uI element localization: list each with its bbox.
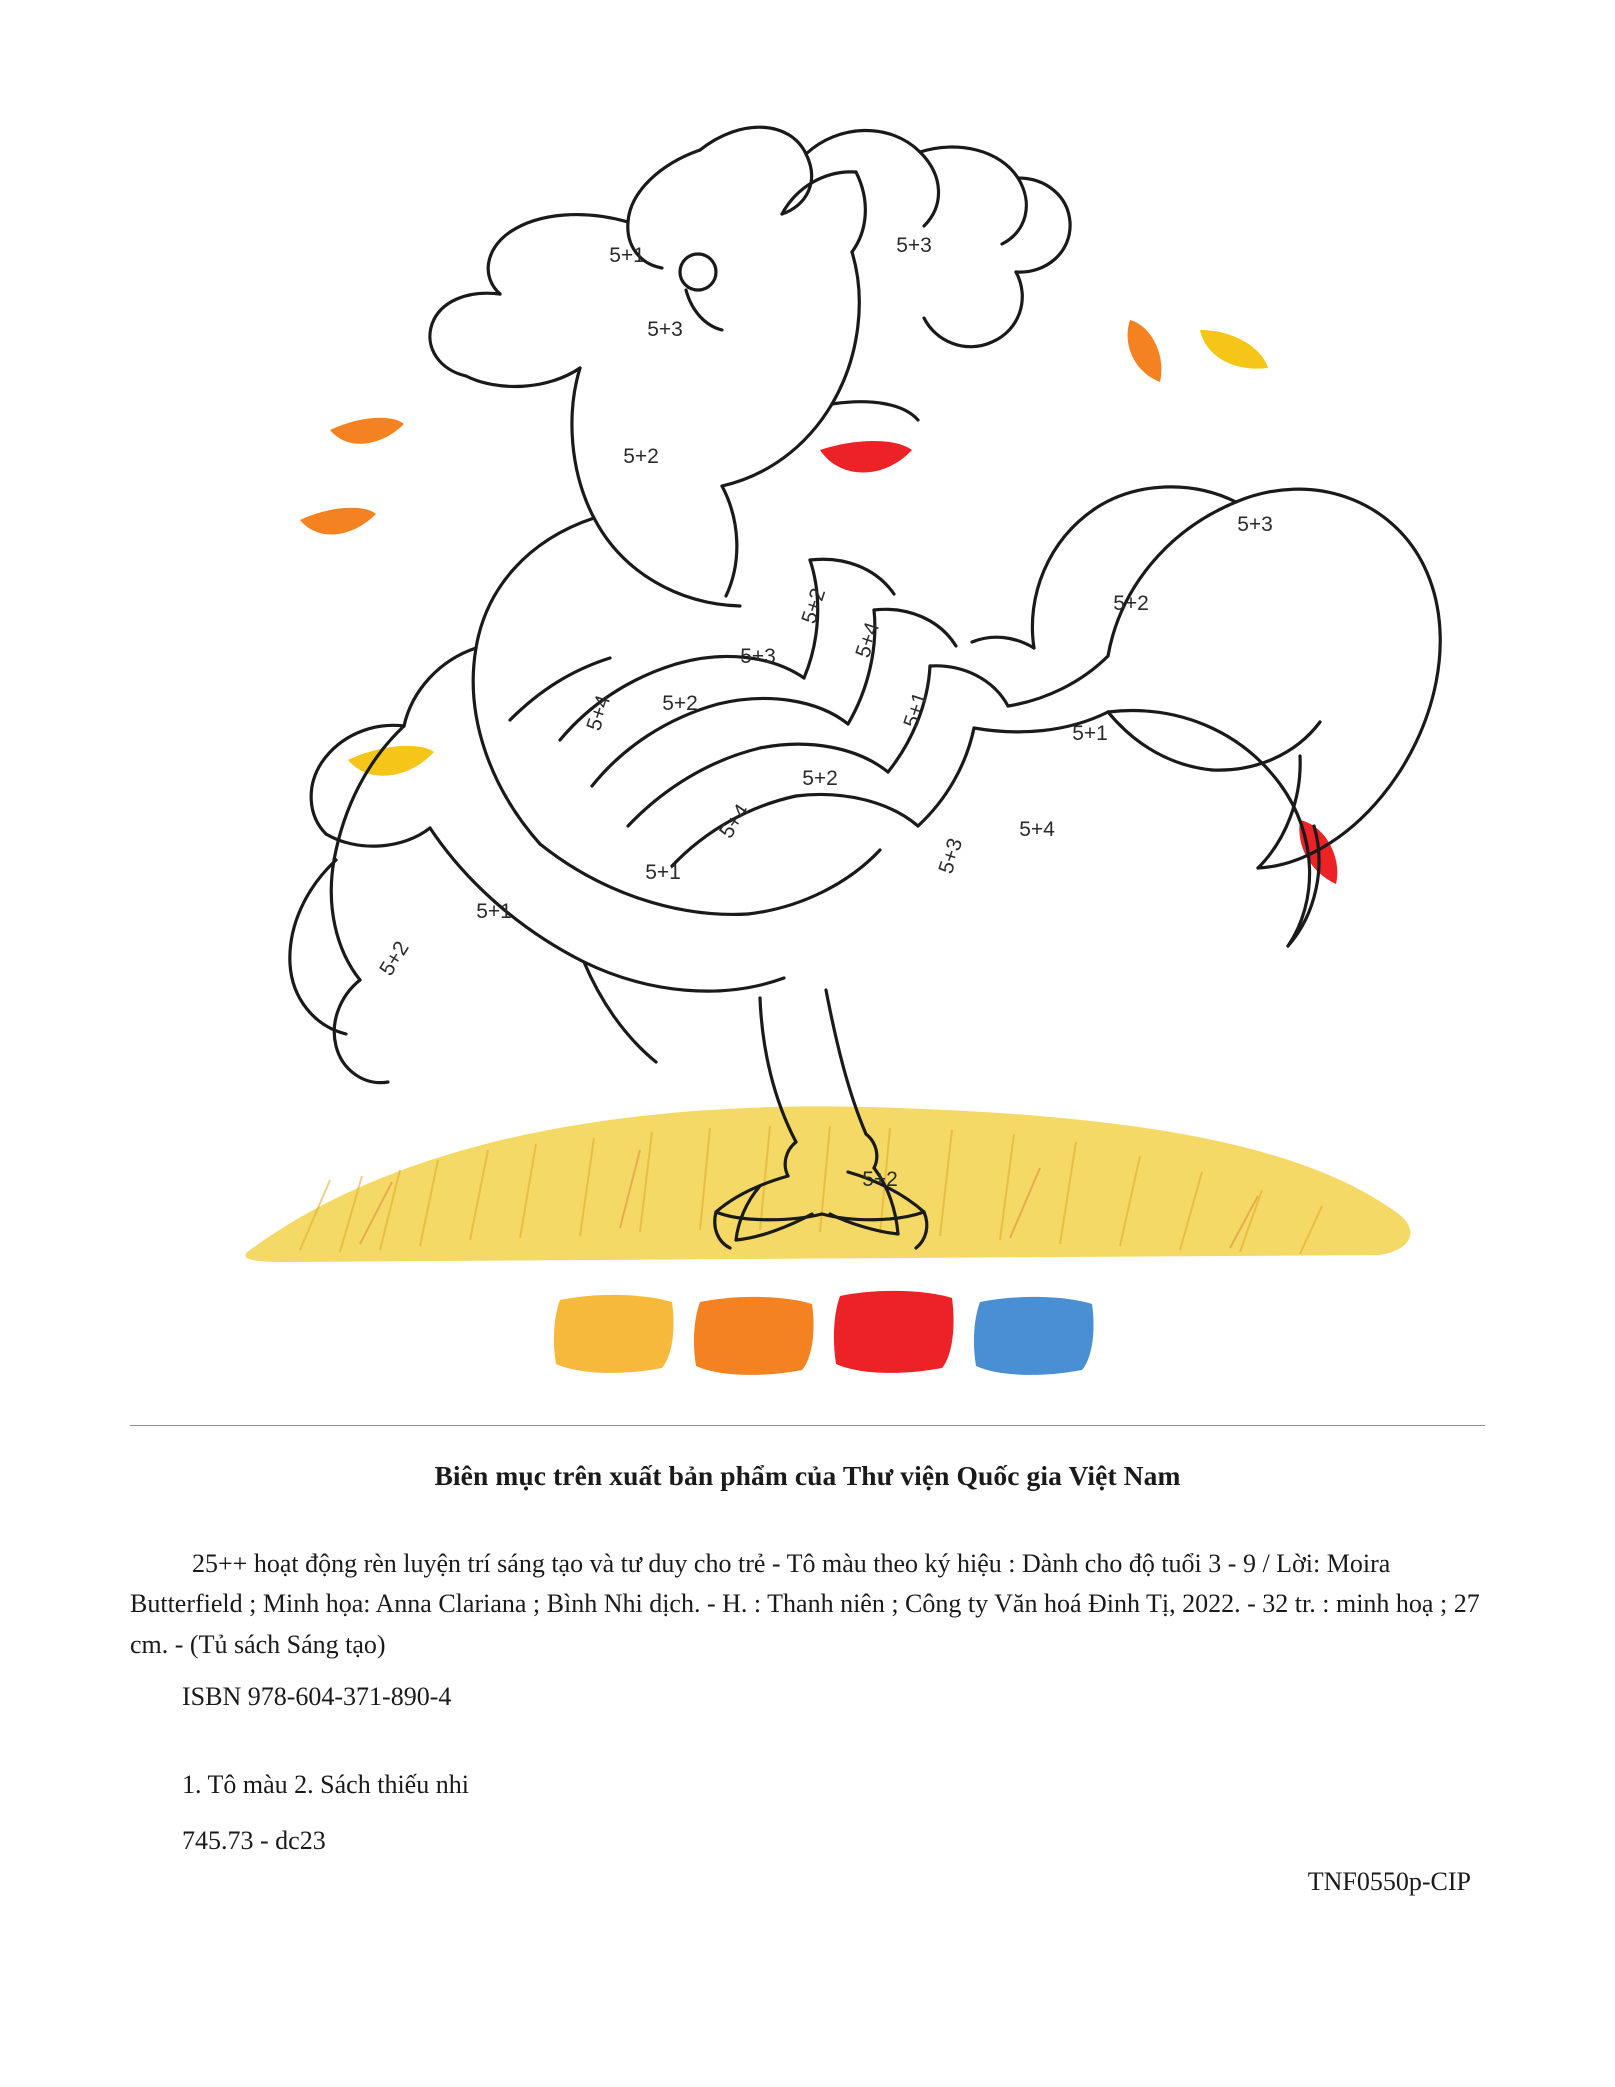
- cip-heading: Biên mục trên xuất bản phẩm của Thư viện Quốc gia Việt Nam: [434, 1460, 1181, 1491]
- cip-ddc: 745.73 - dc23: [182, 1826, 326, 1856]
- label-tail-inner-2: 5+4: [1019, 818, 1055, 841]
- label-wing-c: 5+1: [899, 689, 933, 731]
- label-neck-wattle: 5+3: [934, 835, 968, 877]
- swatch-yellow: [554, 1295, 674, 1373]
- swatch-red: [834, 1291, 954, 1373]
- label-tail-outer: 5+3: [1237, 513, 1273, 536]
- number-labels: [375, 234, 1273, 1191]
- label-tail-tip-2: 5+2: [375, 937, 414, 980]
- label-head-body: 5+2: [623, 445, 659, 468]
- cip-divider: [130, 1425, 1485, 1426]
- label-wing-b: 5+4: [851, 619, 885, 661]
- label-breast: 5+1: [645, 861, 681, 884]
- swatch-orange: [694, 1297, 814, 1375]
- cip-description: 25++ hoạt động rèn luyện trí sáng tạo và tư duy cho trẻ - Tô màu theo ký hiệu : Dành cho độ tuổi 3 - 9 / Lời: Moira Butterfield ; Minh họa: Anna Clariana ; Bình Nhi dịch. - H. : Thanh niên ; Công ty Văn hoá Đinh Tị, 2022. - 32 tr. : minh hoạ ; 27 cm. - (Tủ sách Sáng tạo): [130, 1549, 1480, 1659]
- label-wing-a: 5+2: [797, 585, 831, 627]
- cip-block: [130, 1425, 1485, 1902]
- cip-isbn: ISBN 978-604-371-890-4: [182, 1681, 452, 1711]
- label-wing-d: 5+3: [740, 645, 776, 668]
- cip-body: [130, 1544, 1485, 1902]
- label-feet: 5+2: [862, 1168, 898, 1191]
- palette-swatches: [554, 1291, 1094, 1375]
- label-comb-right: 5+3: [896, 234, 932, 257]
- label-wing-h: 5+4: [715, 800, 755, 843]
- label-head-top: 5+3: [647, 318, 683, 341]
- label-wing-e: 5+2: [662, 692, 698, 715]
- ground-grass: [245, 1106, 1410, 1262]
- cip-record-code: TNF0550p-CIP: [1307, 1866, 1471, 1896]
- label-wing-g: 5+2: [802, 767, 838, 790]
- label-wing-f: 5+4: [582, 692, 616, 734]
- label-tail-tip: 5+1: [476, 900, 512, 923]
- swatch-blue: [974, 1297, 1094, 1375]
- rooster-line-art: [290, 127, 1440, 1248]
- cip-subjects: 1. Tô màu 2. Sách thiếu nhi: [182, 1770, 469, 1800]
- label-comb-left: 5+1: [609, 244, 645, 267]
- label-tail-inner-1: 5+1: [1072, 722, 1108, 745]
- label-tail-mid: 5+2: [1113, 592, 1149, 615]
